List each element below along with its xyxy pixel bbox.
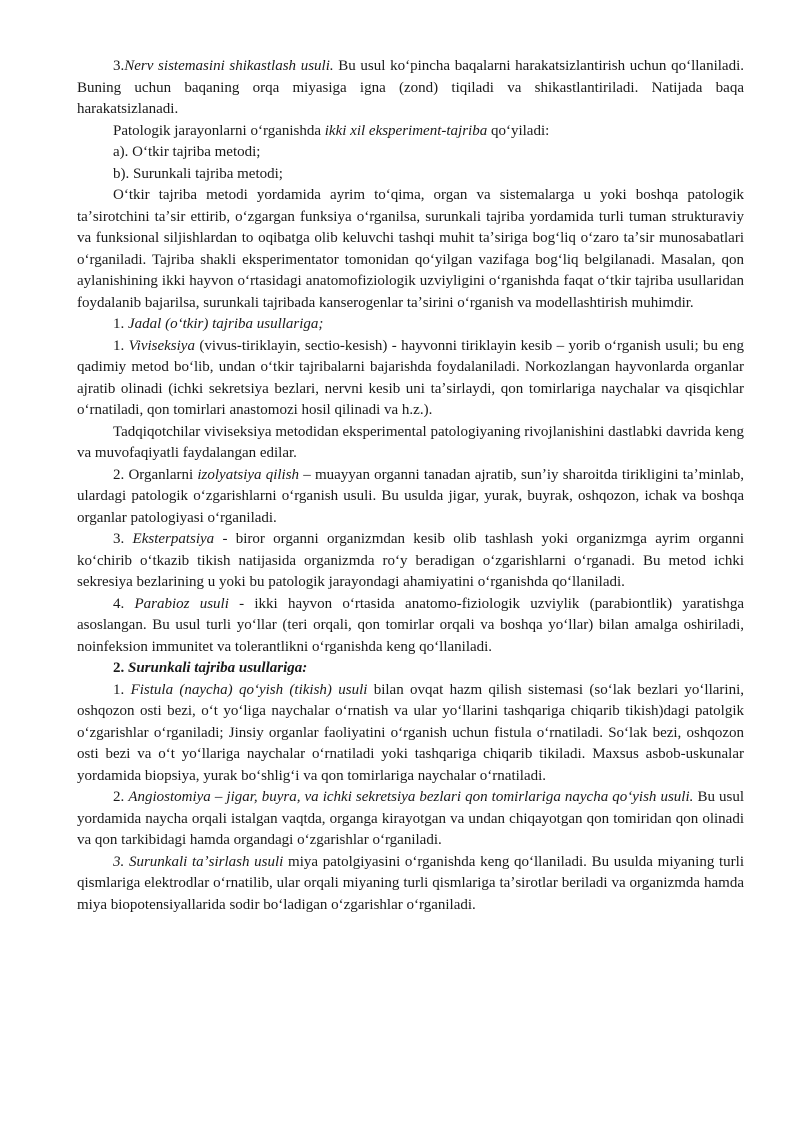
paragraph-text: Patologik jarayonlarni oʻrganishda	[113, 122, 325, 139]
heading-text: Surunkali tajriba usullariga:	[128, 660, 308, 676]
heading-text: Jadal (oʻtkir) tajriba usullariga;	[128, 316, 324, 332]
list-item-chronic: b). Surunkali tajriba metodi;	[113, 165, 283, 182]
paragraph-extirpation	[77, 529, 744, 594]
heading-number: 1.	[113, 316, 128, 332]
paragraph-number: 1.	[113, 337, 129, 354]
paragraph-fistula	[77, 680, 744, 788]
method-title: Nerv sistemasini shikastlash usuli.	[124, 58, 334, 74]
paragraph-researchers: Tadqiqotchilar viviseksiya metodidan eksperimental patologiyaning rivojlanishini dastlabki davrida keng va muvofaqiyatli faydalangan edilar.	[77, 423, 744, 461]
method-title: 3. Surunkali taʼsirlash usuli	[113, 853, 284, 870]
paragraph-chronic-stimulation	[77, 852, 744, 917]
paragraph-text: – muayyan organni tanadan ajratib, sunʼiy sharoitda tirikligini taʼminlab, ulardagi patologik oʻzgarishlarni oʻrganish usuli. Bu usulda jigar, yurak, buyrak, oshqozon, ichak va boshqa organlar patologiyasi oʻrganiladi.	[77, 466, 744, 526]
paragraph-number: 3.	[113, 531, 133, 547]
paragraph-isolation	[77, 465, 744, 530]
method-title: Parabioz usuli	[134, 595, 229, 612]
paragraph-number: 4.	[113, 595, 135, 612]
heading-number: 2.	[113, 660, 128, 676]
method-title: Viviseksiya	[128, 337, 195, 354]
method-title: Eksterpatsiya	[132, 531, 215, 547]
paragraph-acute-description: Oʻtkir tajriba metodi yordamida ayrim toʻqima, organ va sistemalarga u yoki boshqa patologik taʼsirotchini taʼsir ettirib, oʻzgargan funksiya oʻrganilsa, surunkali tajriba yordamida turli tuman strukturaviy va funksional siljishlardan to oqibatga olib keluvchi tashqi muhit taʼsiriga bogʻliq oʻzaro taʼsir munosabatlari oʻrganiladi. Tajriba shakli eksperimentator tomonidan qoʻyilgan vazifaga bogʻliq belgilanadi. Masalan, qon aylanishining ikki hayvon oʻrtasidagi anatomofiziologik uzviyligini oʻrganishda faqat oʻtkir tajriba usullaridan foydalanib bajarilsa, surunkali tajribada kanserogenlar taʼsirini oʻrganish va modellashtirish muhimdir.	[77, 187, 744, 311]
paragraph-number: 2.	[113, 789, 129, 805]
paragraph-number: 1.	[113, 681, 131, 698]
heading-acute-methods	[77, 314, 744, 336]
heading-chronic-methods	[77, 658, 744, 680]
paragraph-parabiosis	[77, 594, 744, 659]
paragraph-experiment-types	[77, 121, 744, 143]
emphasis-text: ikki xil eksperiment-tajriba	[324, 122, 488, 139]
paragraph-text: bilan ovqat hazm qilish sistemasi (soʻlak bezlari yoʻllarini, oshqozon osti bezi, oʻt yoʻliga naychalar oʻrnatish va ular yoʻllarini tashqariga chiqarib tikish)dagi patolgik oʻzgarishlar oʻrganiladi; Jinsiy organlar faoliyatini oʻrganish uchun fistula oʻrnatiladi. Soʻlak bezi, oshqozon osti bezi va oʻt yoʻllariga naychalar oʻrnatiladi yoki tashqariga chiqarib tikiladi. Maxsus asbob-uskunalar yordamida biopsiya, yurak boʻshligʻi va qon tomirlariga naychalar oʻrnatiladi.	[77, 681, 744, 784]
paragraph-nerve-method	[77, 56, 744, 121]
paragraph-angiostomy	[77, 787, 744, 852]
paragraph-text: qoʻyiladi:	[487, 122, 550, 139]
paragraph-text: - ikki hayvon oʻrtasida anatomo-fiziologik uzviylik (parabiontlik) yaratishga asoslangan. Bu usul turli yoʻllar (teri orqali, qon tomirlar orqali va boshqa yoʻllar) bilan amalga oshiriladi, noinfeksion immunitet va tolerantlikni oʻrganishda keng qoʻllaniladi.	[77, 595, 744, 655]
paragraph-text: Bu usul koʻpincha baqalarni harakatsizlantirish uchun qoʻllaniladi. Buning uchun baqaning orqa miyasiga igna (zond) tiqiladi va shikastlantiriladi. Natijada baqa harakatsizlanadi.	[77, 58, 744, 117]
method-title: Fistula (naycha) qoʻyish (tikish) usuli	[130, 681, 368, 698]
list-item-acute: a). Oʻtkir tajriba metodi;	[113, 144, 261, 160]
method-title: izolyatsiya qilish	[197, 466, 300, 483]
paragraph-number: 3.	[113, 58, 125, 74]
paragraph-text: miya patolgiyasini oʻrganishda keng qoʻllaniladi. Bu usulda miyaning turli qismlariga elektrodlar oʻrnatilib, ular orqali miyaning turli qismlariga taʼsirotlar beriladi va organizmda hamda miya biopotensiyallarida sodir boʻladigan oʻzgarishlar oʻrganiladi.	[77, 853, 745, 913]
paragraph-text: Bu usul yordamida naycha orqali istalgan vaqtda, organga kirayotgan va undan chiqayotgan qon tomiridan qon olinadi va qon tarkibidagi hamda organdagi oʻzgarishlar oʻrganiladi.	[77, 789, 745, 848]
paragraph-vivisection	[77, 336, 744, 422]
paragraph-text: 2. Organlarni	[113, 466, 198, 483]
paragraph-text: (vivus-tiriklayin, sectio-kesish) - hayvonni tiriklayin kesib – yorib oʻrganish usuli; bu eng qadimiy metod boʻlib, undan oʻtkir tajribalarni bajarishda foydalaniladi. Norkozlangan hayvonlarda organlar ajratib olinadi (ichki sekretsiya bezlari, nervni kesib uni taʼsirlaydi, qon tomirlariga naychalar va qisqichlar oʻrnatiladi, qon tomirlari anastomozi hosil qilinadi va h.z.).	[77, 337, 744, 418]
method-title: Angiostomiya – jigar, buyra, va ichki sekretsiya bezlari qon tomirlariga naycha qoʻyish usuli.	[128, 789, 694, 805]
paragraph-text: - biror organni organizmdan kesib olib tashlash yoki organizmga ayrim organni koʻchirib oʻtkazib tikish natijasida organizmda roʻy beradigan oʻzgarishlarni oʻrganadi. Bu metod ichki sekresiya bezlarining u yoki bu patologik jarayondagi ahamiyatini oʻrganishda qoʻllaniladi.	[77, 531, 745, 590]
